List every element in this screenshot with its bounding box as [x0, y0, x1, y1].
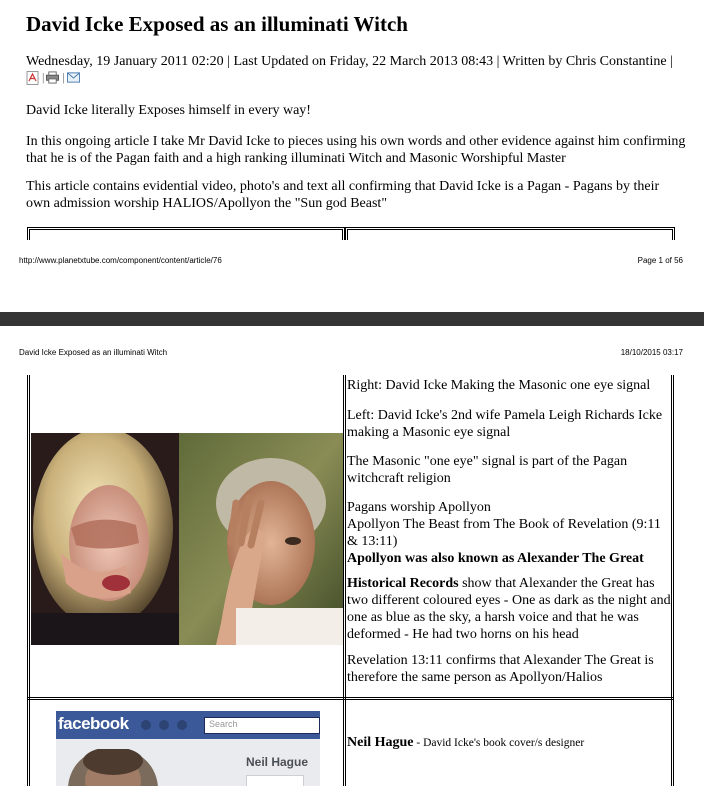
- facebook-action-button[interactable]: [246, 775, 304, 786]
- apollyon-block: [347, 499, 673, 567]
- page-footer-url: http://www.planetxtube.com/component/content/article/76: [19, 256, 222, 265]
- article-paragraph: In this ongoing article I take Mr David Icke to pieces using his own words and other evidence against him confirming that he is of the Pagan faith and a high ranking illuminati Witch and Masonic Worshipful Master: [26, 134, 686, 166]
- eye-signal-photo: [31, 433, 343, 645]
- article-icon-bar: [26, 70, 82, 85]
- page-header-date: 18/10/2015 03:17: [620, 348, 683, 357]
- neil-hague-name: Neil Hague: [347, 735, 414, 750]
- table-border: [343, 375, 344, 786]
- revelation-text: Revelation 13:11 confirms that Alexander The Great is therefore the same person as Apollyon/Halios: [347, 653, 654, 685]
- print-icon[interactable]: [46, 71, 59, 85]
- icon-separator: |: [62, 70, 65, 84]
- apollyon-line: Pagans worship Apollyon: [347, 500, 491, 515]
- historical-records-text: [347, 575, 673, 643]
- article-title: David Icke Exposed as an illuminati Witch: [26, 12, 408, 36]
- table-cell-frame: [27, 227, 345, 240]
- neil-hague-caption: [347, 734, 673, 752]
- page-number: Page 1 of 56: [637, 256, 683, 265]
- masonic-signal-text: The Masonic "one eye" signal is part of the Pagan witchcraft religion: [347, 454, 628, 486]
- table-border: [345, 375, 346, 786]
- caption-left: Left: David Icke's 2nd wife Pamela Leigh Richards Icke making a Masonic eye signal: [347, 408, 663, 440]
- table-border: [27, 697, 674, 698]
- historical-records-label: Historical Records: [347, 576, 459, 591]
- table-border: [673, 375, 674, 786]
- pdf-page-1: [0, 0, 704, 312]
- article-paragraph: David Icke literally Exposes himself in every way!: [26, 103, 311, 118]
- table-cell-frame: [345, 227, 675, 240]
- facebook-logo: facebook: [58, 714, 129, 733]
- caption-right: Right: David Icke Making the Masonic one eye signal: [347, 378, 651, 393]
- neil-hague-desc: - David Icke's book cover/s designer: [413, 737, 585, 749]
- email-icon[interactable]: [67, 71, 80, 85]
- facebook-screenshot: [56, 711, 320, 786]
- table-border: [27, 699, 674, 700]
- icon-separator: |: [42, 70, 45, 84]
- article-paragraph: This article contains evidential video, photo's and text all confirming that David Icke is a Pagan - Pagans by their own admission worship HALIOS/Apollyon the "Sun god Beast": [26, 179, 660, 211]
- facebook-profile-photo: [68, 749, 158, 786]
- apollyon-line: Apollyon The Beast from The Book of Revelation (9:11 & 13:11): [347, 517, 661, 549]
- page-divider: [0, 312, 704, 326]
- pdf-icon[interactable]: [26, 71, 39, 85]
- page-header-title: David Icke Exposed as an illuminati Witch: [19, 348, 168, 357]
- apollyon-bold-line: Apollyon was also known as Alexander The Great: [347, 551, 644, 566]
- facebook-search-input[interactable]: [204, 717, 320, 734]
- table-border: [29, 375, 30, 786]
- table-border: [27, 375, 28, 786]
- historical-records-body: show that Alexander the Great has two different coloured eyes - One as dark as the night and one as blue as the sky, a harsh voice and that he was deformed - He had two horns on his head: [347, 576, 671, 642]
- article-meta: Wednesday, 19 January 2011 02:20 | Last Updated on Friday, 22 March 2013 08:43 | Written by Chris Constantine |: [26, 54, 673, 69]
- facebook-search-placeholder: Search: [209, 719, 238, 729]
- facebook-profile-name: Neil Hague: [246, 755, 309, 769]
- facebook-nav-icons: [139, 718, 193, 732]
